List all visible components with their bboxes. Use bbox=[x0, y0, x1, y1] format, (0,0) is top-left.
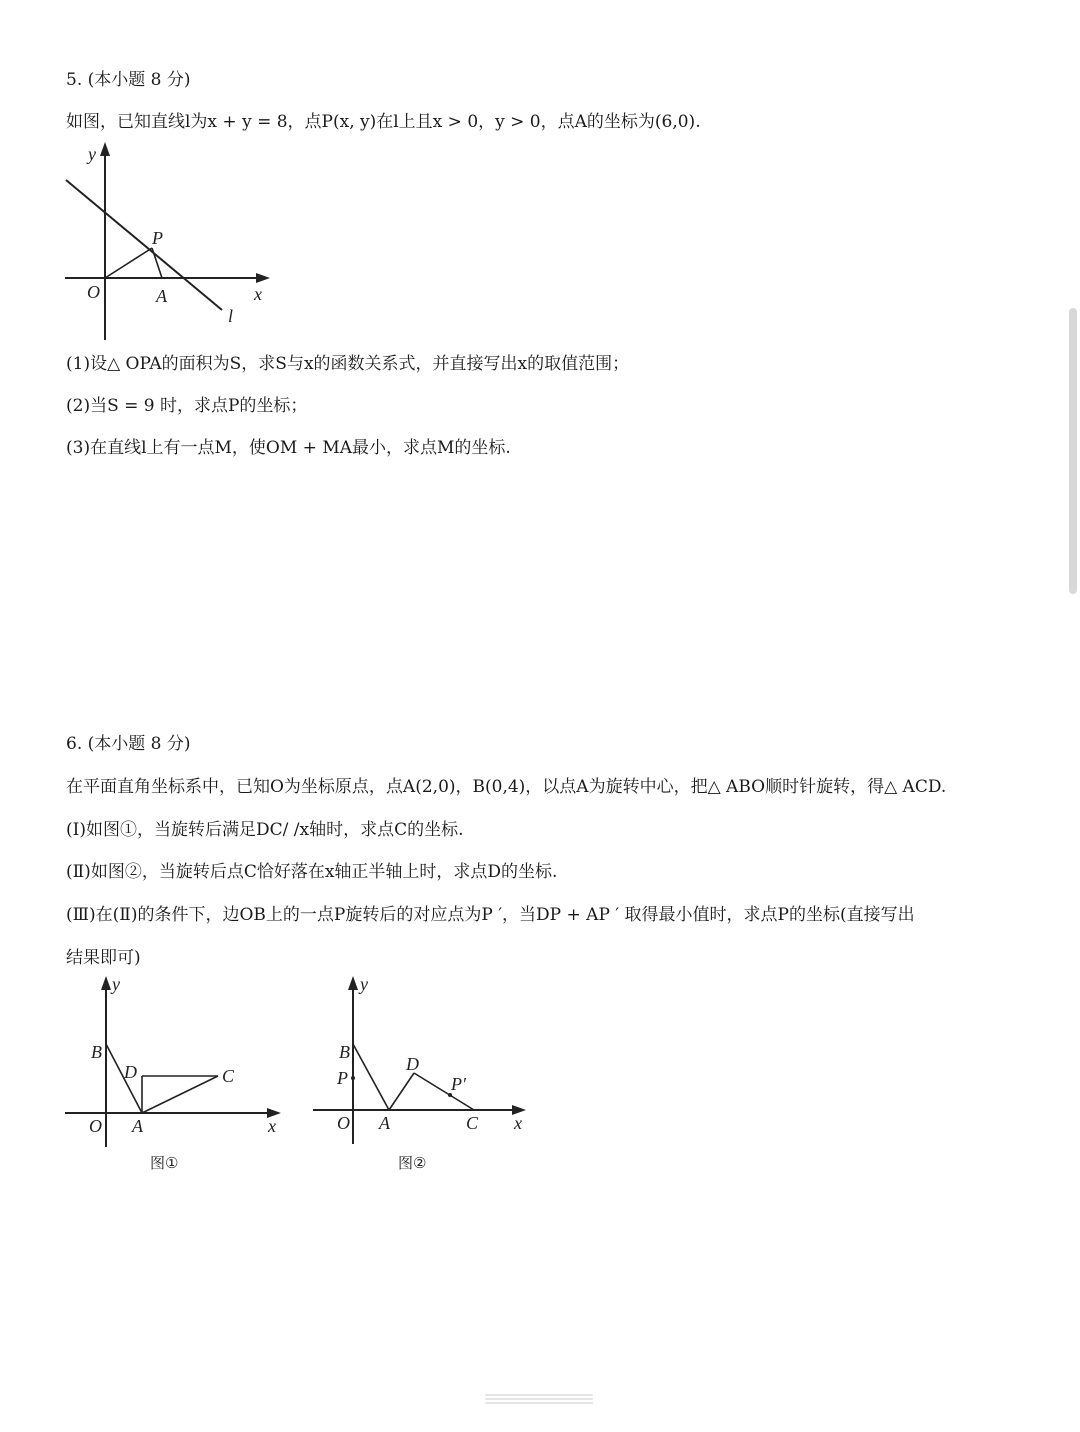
y-axis-arrow bbox=[101, 976, 111, 990]
y-axis-arrow bbox=[348, 976, 358, 990]
label-a: A bbox=[156, 286, 167, 306]
q6-stem: 在平面直角坐标系中，已知O为坐标原点，点A(2,0)，B(0,4)，以点A为旋转中心，把△ ABO顺时针旋转，得△ ACD. bbox=[66, 777, 947, 797]
q5-part-2: (2)当S = 9 时，求点P的坐标； bbox=[66, 396, 308, 416]
label-c: C bbox=[222, 1066, 235, 1086]
q6-part-3-cont: 结果即可) bbox=[66, 948, 141, 968]
label-b: B bbox=[91, 1042, 102, 1062]
label-l: l bbox=[228, 306, 234, 326]
figure-2-caption: 图② bbox=[398, 1154, 427, 1172]
vertical-scrollbar[interactable] bbox=[1069, 308, 1077, 594]
q6-figure-2 bbox=[308, 972, 538, 1177]
label-x: x bbox=[514, 1113, 522, 1133]
y-axis-arrow bbox=[100, 142, 110, 156]
label-d: D bbox=[124, 1062, 137, 1082]
label-o: O bbox=[337, 1113, 350, 1133]
segment-ac bbox=[142, 1076, 218, 1113]
q6-part-3: (Ⅲ)在(Ⅱ)的条件下，边OB上的一点P旋转后的对应点为P ′，当DP + AP ′ 取得最小值时，求点P的坐标(直接写出 bbox=[66, 905, 915, 925]
label-a: A bbox=[132, 1116, 143, 1136]
label-p: P bbox=[337, 1068, 348, 1088]
label-p-prime: P′ bbox=[451, 1074, 466, 1094]
point-p bbox=[351, 1076, 355, 1080]
page-indicator bbox=[485, 1392, 593, 1410]
label-o: O bbox=[87, 282, 100, 302]
label-c: C bbox=[466, 1113, 479, 1133]
q5-stem: 如图，已知直线l为x + y = 8，点P(x, y)在l上且x > 0，y > 0，点A的坐标为(6,0). bbox=[66, 112, 701, 132]
label-x: x bbox=[268, 1116, 276, 1136]
q6-part-1: (Ⅰ)如图①，当旋转后满足DC/ /x轴时，求点C的坐标. bbox=[66, 820, 464, 840]
segment-ab bbox=[353, 1044, 389, 1110]
label-d: D bbox=[406, 1054, 419, 1074]
q5-part-1: (1)设△ OPA的面积为S，求S与x的函数关系式，并直接写出x的取值范围； bbox=[66, 354, 630, 374]
q5-figure bbox=[60, 140, 280, 345]
label-y: y bbox=[360, 974, 368, 994]
label-p: P bbox=[152, 228, 163, 248]
label-y: y bbox=[112, 974, 120, 994]
q6-header: 6. (本小题 8 分) bbox=[66, 734, 191, 754]
q6-part-2: (Ⅱ)如图②，当旋转后点C恰好落在x轴正半轴上时，求点D的坐标. bbox=[66, 862, 558, 882]
q5-part-3: (3)在直线l上有一点M，使OM + MA最小，求点M的坐标. bbox=[66, 438, 511, 458]
segment-op bbox=[105, 248, 152, 278]
x-axis-arrow bbox=[256, 273, 270, 283]
label-b: B bbox=[339, 1042, 350, 1062]
segment-pa bbox=[152, 248, 162, 278]
segment-ad bbox=[389, 1073, 414, 1110]
label-o: O bbox=[89, 1116, 102, 1136]
q5-header: 5. (本小题 8 分) bbox=[66, 70, 191, 90]
label-y: y bbox=[88, 144, 96, 164]
label-x: x bbox=[254, 284, 262, 304]
figure-1-caption: 图① bbox=[150, 1154, 179, 1172]
label-a: A bbox=[379, 1113, 390, 1133]
q6-figure-1 bbox=[60, 972, 290, 1177]
